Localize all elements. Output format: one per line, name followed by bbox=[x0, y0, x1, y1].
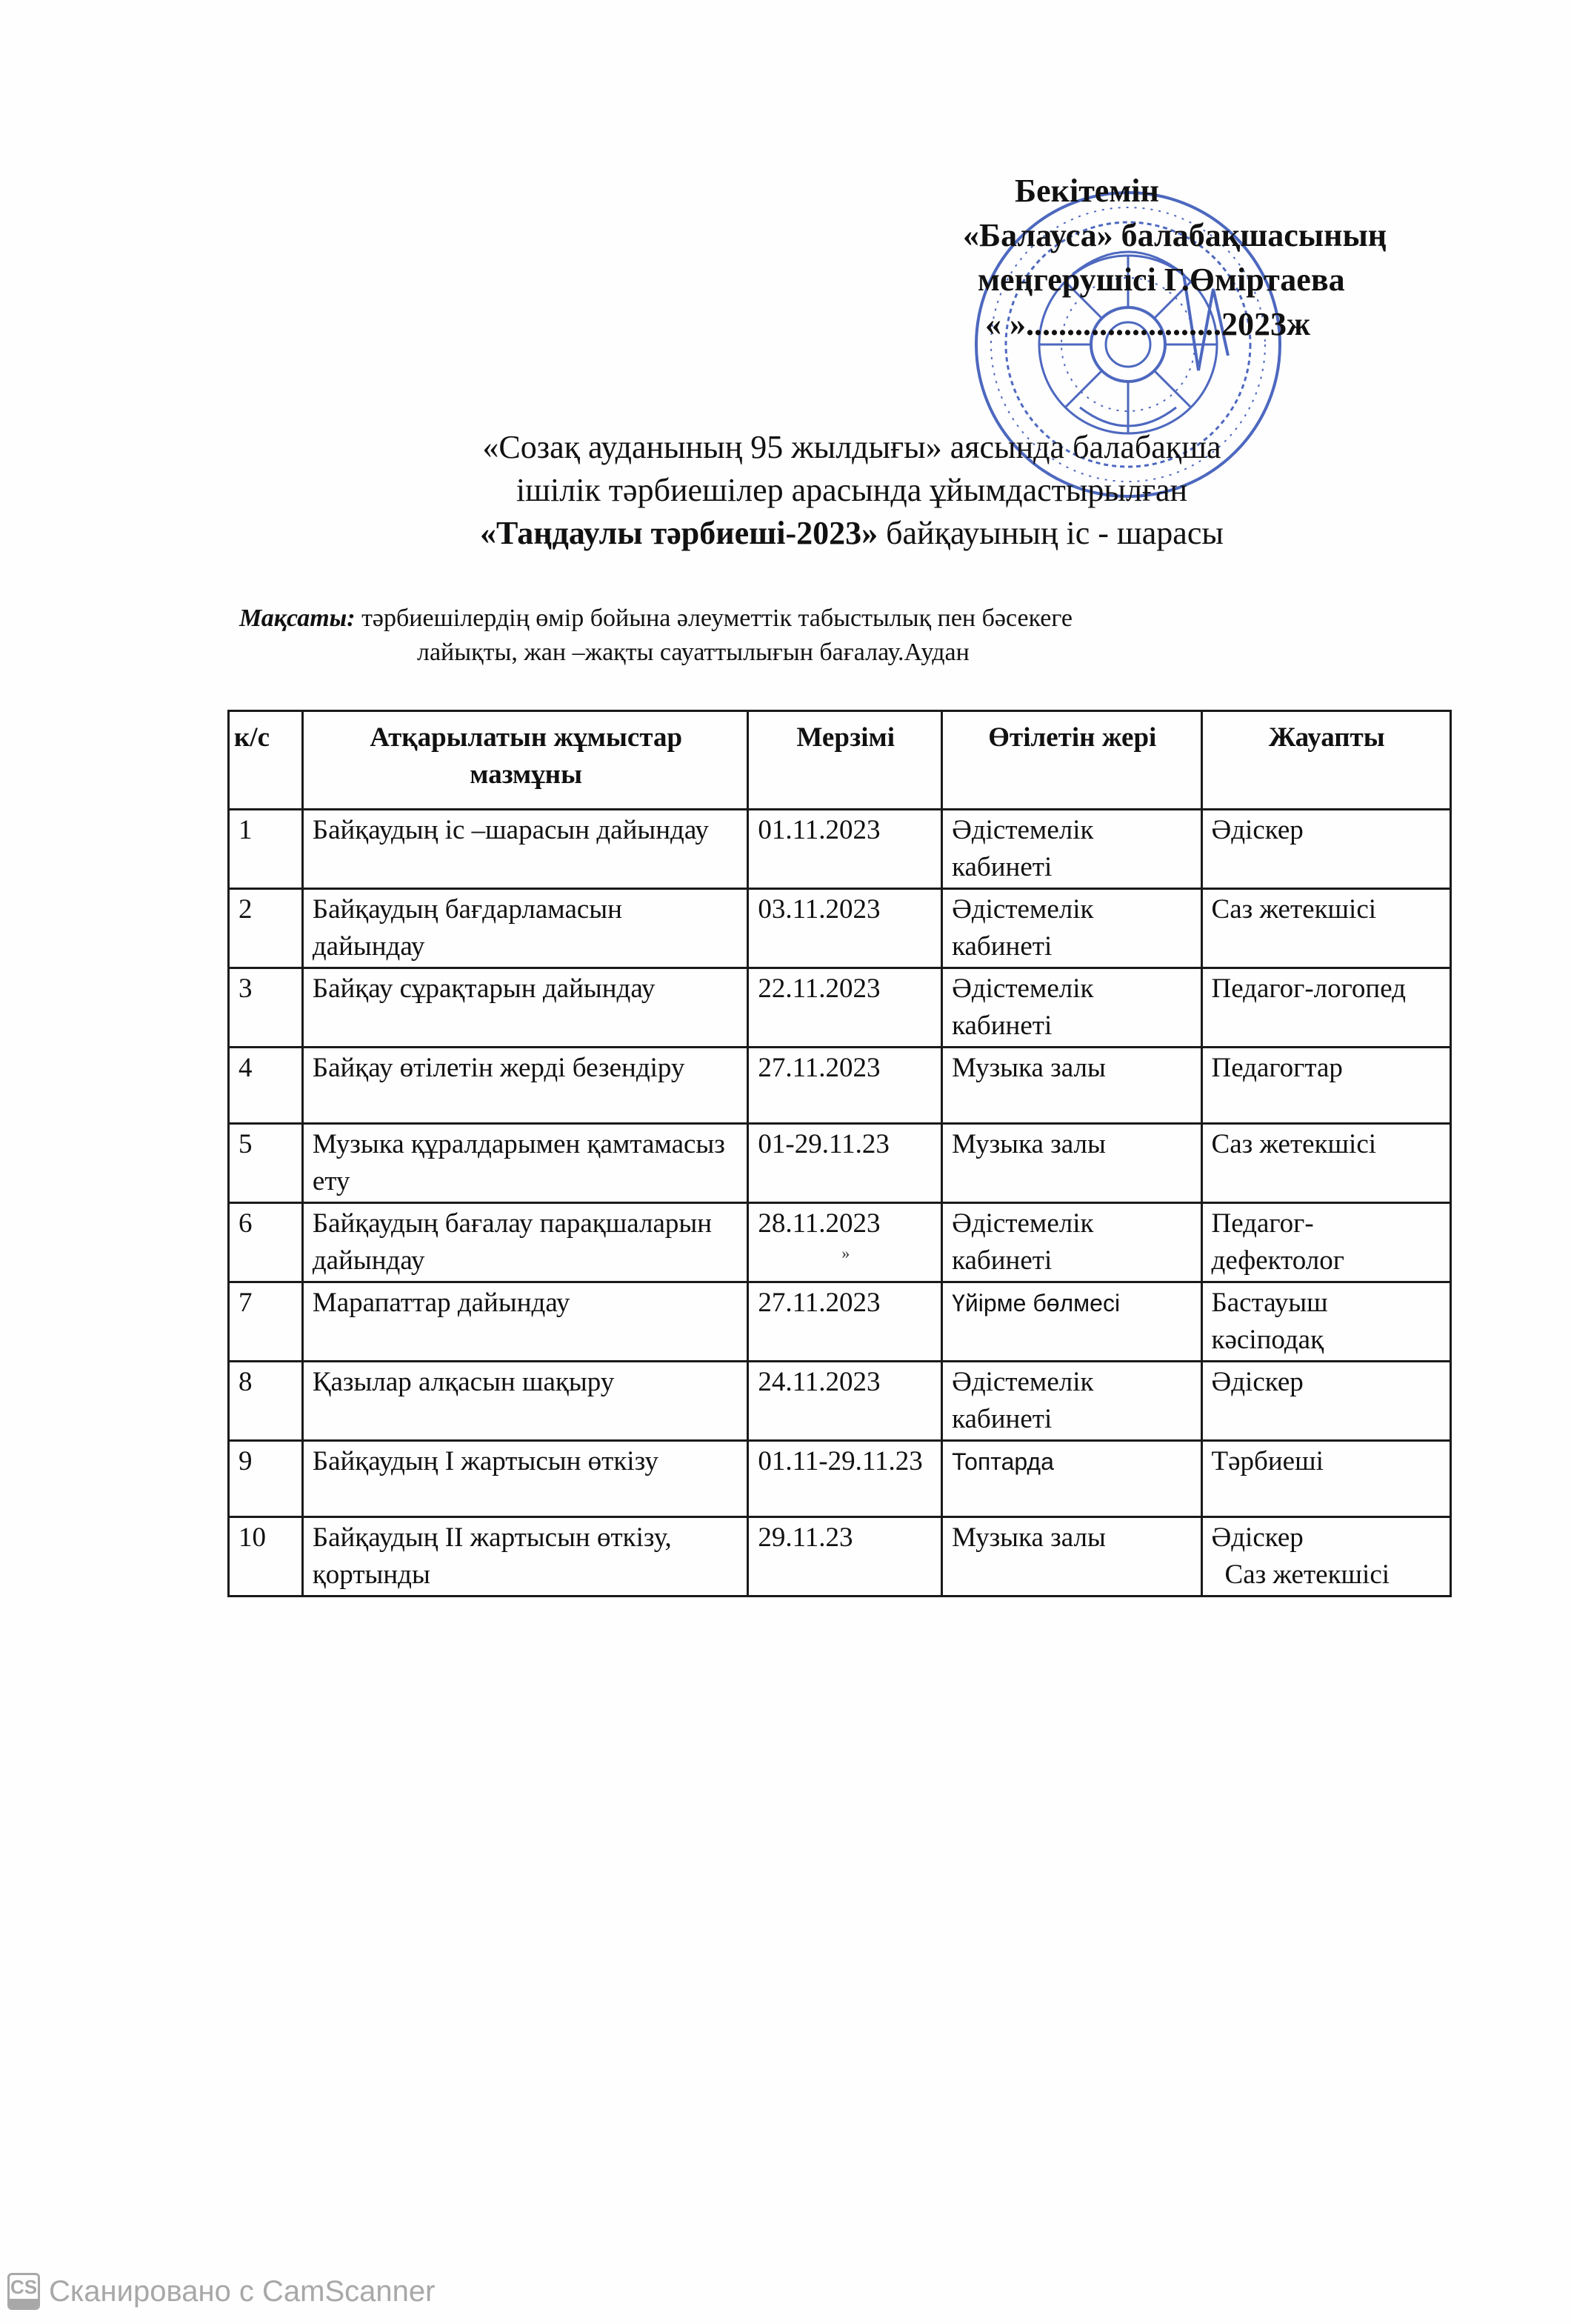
cell-place: Топтарда bbox=[942, 1441, 1201, 1517]
cell-place: Музыка залы bbox=[942, 1048, 1201, 1124]
cell-task: Қазылар алқасын шақыру bbox=[302, 1362, 748, 1441]
title-line-3-rest: байқауының іс - шарасы bbox=[878, 515, 1224, 551]
header-place: Өтілетін жері bbox=[942, 711, 1201, 810]
table-row bbox=[229, 1124, 1451, 1203]
cell-responsible: Әдіскер bbox=[1201, 1362, 1450, 1441]
table-row bbox=[229, 889, 1451, 968]
cell-number: 6 bbox=[229, 1203, 303, 1282]
table-row bbox=[229, 1362, 1451, 1441]
cell-place: Әдістемелік кабинеті bbox=[942, 968, 1201, 1048]
camscanner-logo-text: CS bbox=[10, 2276, 38, 2298]
cell-date: 01.11.2023 bbox=[748, 810, 942, 889]
camscanner-watermark bbox=[7, 2273, 435, 2310]
cell-task: Байқаудың І жартысын өткізу bbox=[302, 1441, 748, 1517]
cell-responsible: Әдіскер bbox=[1201, 810, 1450, 889]
purpose-text-2: лайықты, жан –жақты сауаттылығын бағалау.Аудан bbox=[417, 639, 970, 666]
cell-responsible: Бастауыш кәсіподақ bbox=[1201, 1282, 1450, 1362]
cell-date: 01.11-29.11.23 bbox=[748, 1441, 942, 1517]
cell-task: Байқау өтілетін жерді безендіру bbox=[302, 1048, 748, 1124]
table-row bbox=[229, 1203, 1451, 1282]
cell-responsible bbox=[1201, 1517, 1450, 1596]
header-number: к/с bbox=[229, 711, 303, 810]
stray-mark: » bbox=[841, 1244, 850, 1262]
cell-place: Әдістемелік кабинеті bbox=[942, 889, 1201, 968]
cell-number: 9 bbox=[229, 1441, 303, 1517]
cell-responsible: Саз жетекшісі bbox=[1201, 1124, 1450, 1203]
cell-number: 8 bbox=[229, 1362, 303, 1441]
table-header-row bbox=[229, 711, 1451, 810]
table-row bbox=[229, 1517, 1451, 1596]
cell-responsible: Тәрбиеші bbox=[1201, 1441, 1450, 1517]
approval-organization: «Балауса» балабақшасының bbox=[963, 217, 1387, 253]
header-responsible: Жауапты bbox=[1201, 711, 1450, 810]
title-line-3 bbox=[296, 512, 1407, 555]
cell-number: 5 bbox=[229, 1124, 303, 1203]
camscanner-logo-bar bbox=[10, 2299, 38, 2308]
cell-date: 22.11.2023 bbox=[748, 968, 942, 1048]
cell-number: 1 bbox=[229, 810, 303, 889]
table-row bbox=[229, 968, 1451, 1048]
cell-date: 03.11.2023 bbox=[748, 889, 942, 968]
cell-place: Әдістемелік кабинеті bbox=[942, 1362, 1201, 1441]
purpose-text-1: тәрбиешілердің өмір бойына әлеуметтік табыстылық пен бәсекеге bbox=[355, 605, 1073, 632]
approval-heading: Бекітемін bbox=[1015, 173, 1159, 209]
cell-date: 29.11.23 bbox=[748, 1517, 942, 1596]
cell-task: Музыка құралдарымен қамтамасыз ету bbox=[302, 1124, 748, 1203]
cell-number: 10 bbox=[229, 1517, 303, 1596]
cell-task: Марапаттар дайындау bbox=[302, 1282, 748, 1362]
cell-date-value: 28.11.2023 bbox=[758, 1208, 881, 1239]
header-date: Мерзімі bbox=[748, 711, 942, 810]
cell-date bbox=[748, 1203, 942, 1282]
cell-place: Әдістемелік кабинеті bbox=[942, 1203, 1201, 1282]
cell-date: 27.11.2023 bbox=[748, 1048, 942, 1124]
camscanner-text: Сканировано с CamScanner bbox=[49, 2274, 436, 2308]
cell-place: Әдістемелік кабинеті bbox=[942, 810, 1201, 889]
document-title bbox=[296, 426, 1407, 555]
cell-task: Байқаудың ІІ жартысын өткізу, қортынды bbox=[302, 1517, 748, 1596]
cell-number: 7 bbox=[229, 1282, 303, 1362]
contest-name: «Таңдаулы тәрбиеші-2023» bbox=[480, 515, 878, 551]
cell-task: Байқаудың бағалау парақшаларын дайындау bbox=[302, 1203, 748, 1282]
title-line-1: «Созақ ауданының 95 жылдығы» аясында балабақша bbox=[482, 429, 1221, 465]
table-row bbox=[229, 810, 1451, 889]
cell-place: Үйірме бөлмесі bbox=[942, 1282, 1201, 1362]
cell-task: Байқаудың бағдарламасын дайындау bbox=[302, 889, 748, 968]
cell-date: 27.11.2023 bbox=[748, 1282, 942, 1362]
purpose-label: Мақсаты: bbox=[239, 605, 356, 632]
approval-signatory: меңгерушісі Г.Өміртаева bbox=[978, 262, 1345, 298]
event-plan-table bbox=[227, 710, 1452, 1597]
table-row bbox=[229, 1282, 1451, 1362]
cell-place: Музыка залы bbox=[942, 1124, 1201, 1203]
title-line-2: ішілік тәрбиешілер арасында ұйымдастырылған bbox=[516, 472, 1188, 508]
table-row bbox=[229, 1048, 1451, 1124]
responsible-line-2: Саз жетекшісі bbox=[1224, 1559, 1390, 1590]
cell-responsible: Педагог-дефектолог bbox=[1201, 1203, 1450, 1282]
camscanner-logo-icon bbox=[7, 2273, 40, 2310]
cell-responsible: Педагог-логопед bbox=[1201, 968, 1450, 1048]
cell-date: 24.11.2023 bbox=[748, 1362, 942, 1441]
cell-responsible: Саз жетекшісі bbox=[1201, 889, 1450, 968]
cell-task: Байқаудың іс –шарасын дайындау bbox=[302, 810, 748, 889]
cell-number: 3 bbox=[229, 968, 303, 1048]
cell-place: Музыка залы bbox=[942, 1517, 1201, 1596]
table-row bbox=[229, 1441, 1451, 1517]
approval-date: « »........................2023ж bbox=[985, 306, 1310, 342]
cell-responsible: Педагогтар bbox=[1201, 1048, 1450, 1124]
cell-number: 2 bbox=[229, 889, 303, 968]
purpose-line-1 bbox=[239, 602, 1395, 636]
header-task: Атқарылатын жұмыстар мазмұны bbox=[302, 711, 748, 810]
responsible-line-1: Әдіскер bbox=[1211, 1522, 1304, 1553]
approval-block bbox=[963, 169, 1467, 347]
purpose-section bbox=[239, 602, 1395, 670]
cell-date: 01-29.11.23 bbox=[748, 1124, 942, 1203]
cell-task: Байқау сұрақтарын дайындау bbox=[302, 968, 748, 1048]
cell-number: 4 bbox=[229, 1048, 303, 1124]
